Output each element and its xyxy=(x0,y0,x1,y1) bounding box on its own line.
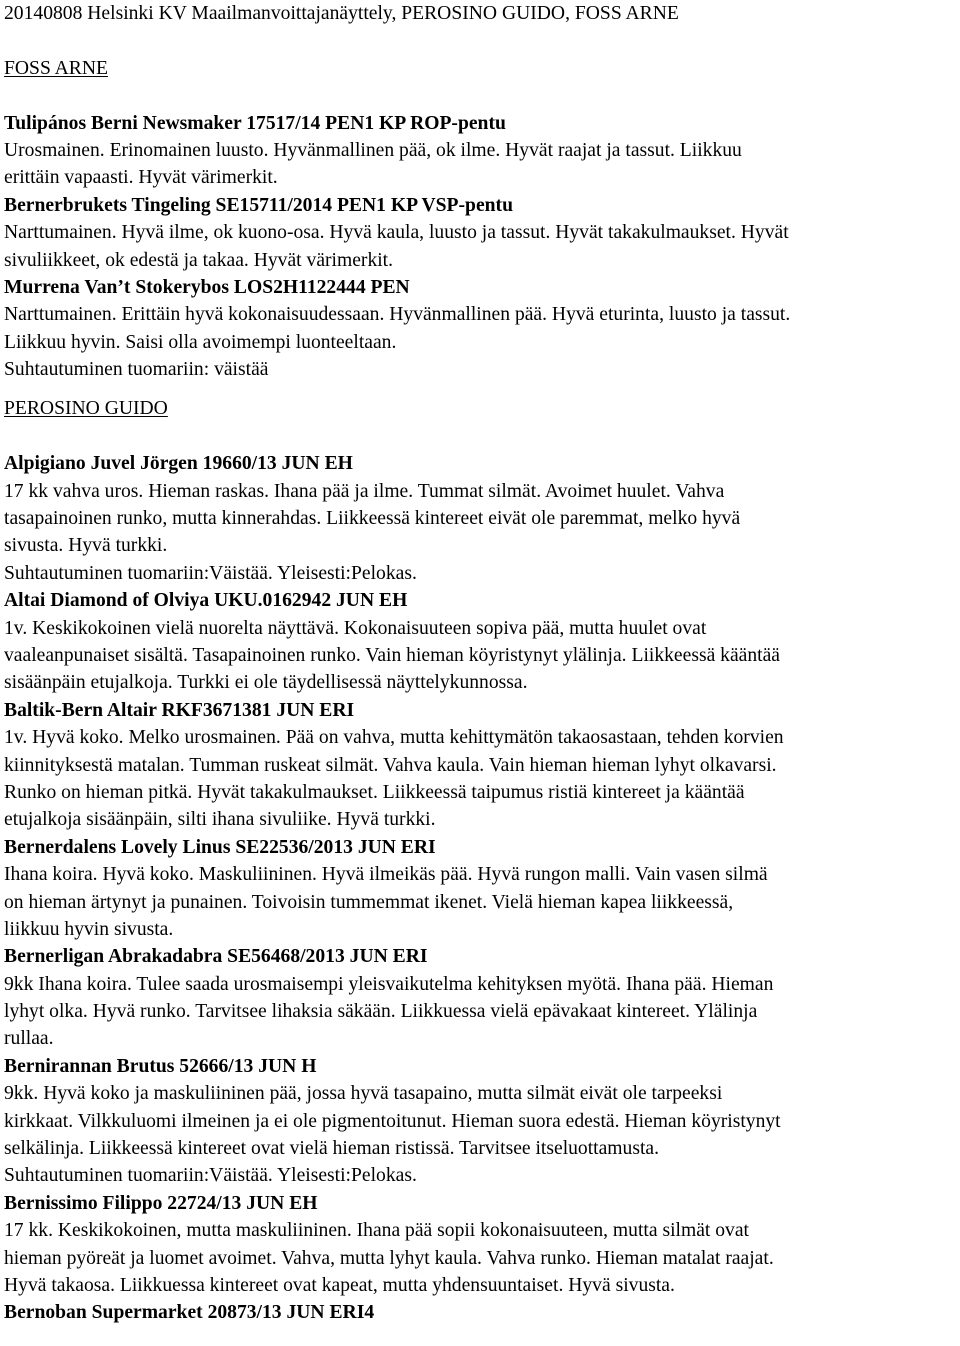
dog-heading: Tulipános Berni Newsmaker 17517/14 PEN1 KP ROP-pentu xyxy=(4,112,506,134)
critique-line: Narttumainen. Erittäin hyvä kokonaisuudessaan. Hyvänmallinen pää. Hyvä eturinta, luusto ja tassut. xyxy=(4,304,791,326)
judge-name: FOSS ARNE xyxy=(4,57,108,79)
critique-line: 9kk. Hyvä koko ja maskuliininen pää, jossa hyvä tasapaino, mutta silmät eivät ole tarpeeksi xyxy=(4,1083,723,1105)
critique-line: 17 kk. Keskikokoinen, mutta maskuliininen. Ihana pää sopii kokonaisuuteen, mutta silmät ovat xyxy=(4,1220,749,1242)
critique-line: vaaleanpunaiset sisältä. Tasapainoinen runko. Vain hieman köyristynyt ylälinja. Liikkeessä kääntää xyxy=(4,644,780,666)
critique-line: erittäin vapaasti. Hyvät värimerkit. xyxy=(4,167,278,189)
judge-name: PEROSINO GUIDO xyxy=(4,398,168,420)
critique-line: selkälinja. Liikkeessä kintereet ovat vielä hieman ristissä. Tarvitsee itseluottamusta. xyxy=(4,1138,660,1160)
critique-line: Suhtautuminen tuomariin: väistää xyxy=(4,359,269,381)
critique-line: Ihana koira. Hyvä koko. Maskuliininen. Hyvä ilmeikäs pää. Hyvä rungon malli. Vain vasen silmä xyxy=(4,864,768,886)
dog-heading: Bernissimo Filippo 22724/13 JUN EH xyxy=(4,1192,318,1214)
critique-line: on hieman ärtynyt ja punainen. Toivoisin tummemmat ikenet. Vielä hieman kapea liikkeessä, xyxy=(4,891,734,913)
spacer xyxy=(4,383,954,395)
dog-heading: Baltik-Bern Altair RKF3671381 JUN ERI xyxy=(4,699,355,721)
critique-line: Narttumainen. Hyvä ilme, ok kuono-osa. Hyvä kaula, luusto ja tassut. Hyvät takakulmaukset. Hyvät xyxy=(4,222,789,244)
critique-line: Runko on hieman pitkä. Hyvät takakulmaukset. Liikkeessä taipumus ristiä kintereet ja kääntää xyxy=(4,781,745,803)
dog-heading: Bernerligan Abrakadabra SE56468/2013 JUN ERI xyxy=(4,946,428,968)
critique-line: Suhtautuminen tuomariin:Väistää. Yleisesti:Pelokas. xyxy=(4,1165,417,1187)
critique-line: Hyvä takaosa. Liikkuessa kintereet ovat kapeat, mutta yhdensuuntaiset. Hyvä sivusta. xyxy=(4,1274,675,1296)
document-title: 20140808 Helsinki KV Maailmanvoittajanäyttely, PEROSINO GUIDO, FOSS ARNE xyxy=(4,3,679,24)
critique-line: Liikkuu hyvin. Saisi olla avoimempi luonteeltaan. xyxy=(4,331,397,353)
critique-line: etujalkoja sisäänpäin, silti ihana sivuliike. Hyvä turkki. xyxy=(4,809,436,831)
critique-line: lyhyt olka. Hyvä runko. Tarvitsee lihaksia säkään. Liikkuessa vielä epävakaat kintereet. Ylälinja xyxy=(4,1001,758,1023)
dog-heading: Bernerdalens Lovely Linus SE22536/2013 JUN ERI xyxy=(4,836,436,858)
critique-line: sivuliikkeet, ok edestä ja takaa. Hyvät värimerkit. xyxy=(4,249,394,271)
critique-line: 9kk Ihana koira. Tulee saada urosmaisempi yleisvaikutelma kehityksen myötä. Ihana pää. Hieman xyxy=(4,973,774,995)
critique-line: sivusta. Hyvä turkki. xyxy=(4,535,168,557)
critique-line: rullaa. xyxy=(4,1028,54,1050)
critique-line: hieman pyöreät ja luomet avoimet. Vahva, mutta lyhyt kaula. Vahva runko. Hieman matalat raajat. xyxy=(4,1247,774,1269)
spacer xyxy=(4,27,954,54)
critique-line: Urosmainen. Erinomainen luusto. Hyvänmallinen pää, ok ilme. Hyvät raajat ja tassut. Liikkuu xyxy=(4,139,742,161)
spacer xyxy=(4,82,954,109)
dog-heading: Murrena Van’t Stokerybos LOS2H1122444 PEN xyxy=(4,276,410,298)
dog-heading: Altai Diamond of Olviya UKU.0162942 JUN EH xyxy=(4,590,408,612)
spacer xyxy=(4,423,954,450)
critique-line: 1v. Keskikokoinen vielä nuorelta näyttävä. Kokonaisuuteen sopiva pää, mutta huulet ovat xyxy=(4,617,707,639)
critique-line: liikkuu hyvin sivusta. xyxy=(4,918,174,940)
dog-heading: Bernoban Supermarket 20873/13 JUN ERI4 xyxy=(4,1302,375,1324)
critique-line: sisäänpäin etujalkoja. Turkki ei ole täydellisessä näyttelykunnossa. xyxy=(4,672,528,694)
critique-line: 1v. Hyvä koko. Melko urosmainen. Pää on vahva, mutta kehittymätön takaosastaan, tehden korvien xyxy=(4,727,784,749)
dog-heading: Alpigiano Juvel Jörgen 19660/13 JUN EH xyxy=(4,453,353,475)
critique-line: 17 kk vahva uros. Hieman raskas. Ihana pää ja ilme. Tummat silmät. Avoimet huulet. Vahva xyxy=(4,480,725,502)
dog-heading: Bernerbrukets Tingeling SE15711/2014 PEN1 KP VSP-pentu xyxy=(4,194,513,216)
document-content xyxy=(4,0,954,1327)
critique-line: kiinnityksestä matalan. Tumman ruskeat silmät. Vahva kaula. Vain hieman hieman lyhyt olkavarsi. xyxy=(4,754,777,776)
critique-line: tasapainoinen runko, mutta kinnerahdas. Liikkeessä kintereet eivät ole paremmat, melko hyvä xyxy=(4,508,741,530)
dog-heading: Bernirannan Brutus 52666/13 JUN H xyxy=(4,1055,317,1077)
critique-line: Suhtautuminen tuomariin:Väistää. Yleisesti:Pelokas. xyxy=(4,562,417,584)
critique-line: kirkkaat. Vilkkuluomi ilmeinen ja ei ole pigmentoitunut. Hieman suora edestä. Hieman köyristynyt xyxy=(4,1110,781,1132)
